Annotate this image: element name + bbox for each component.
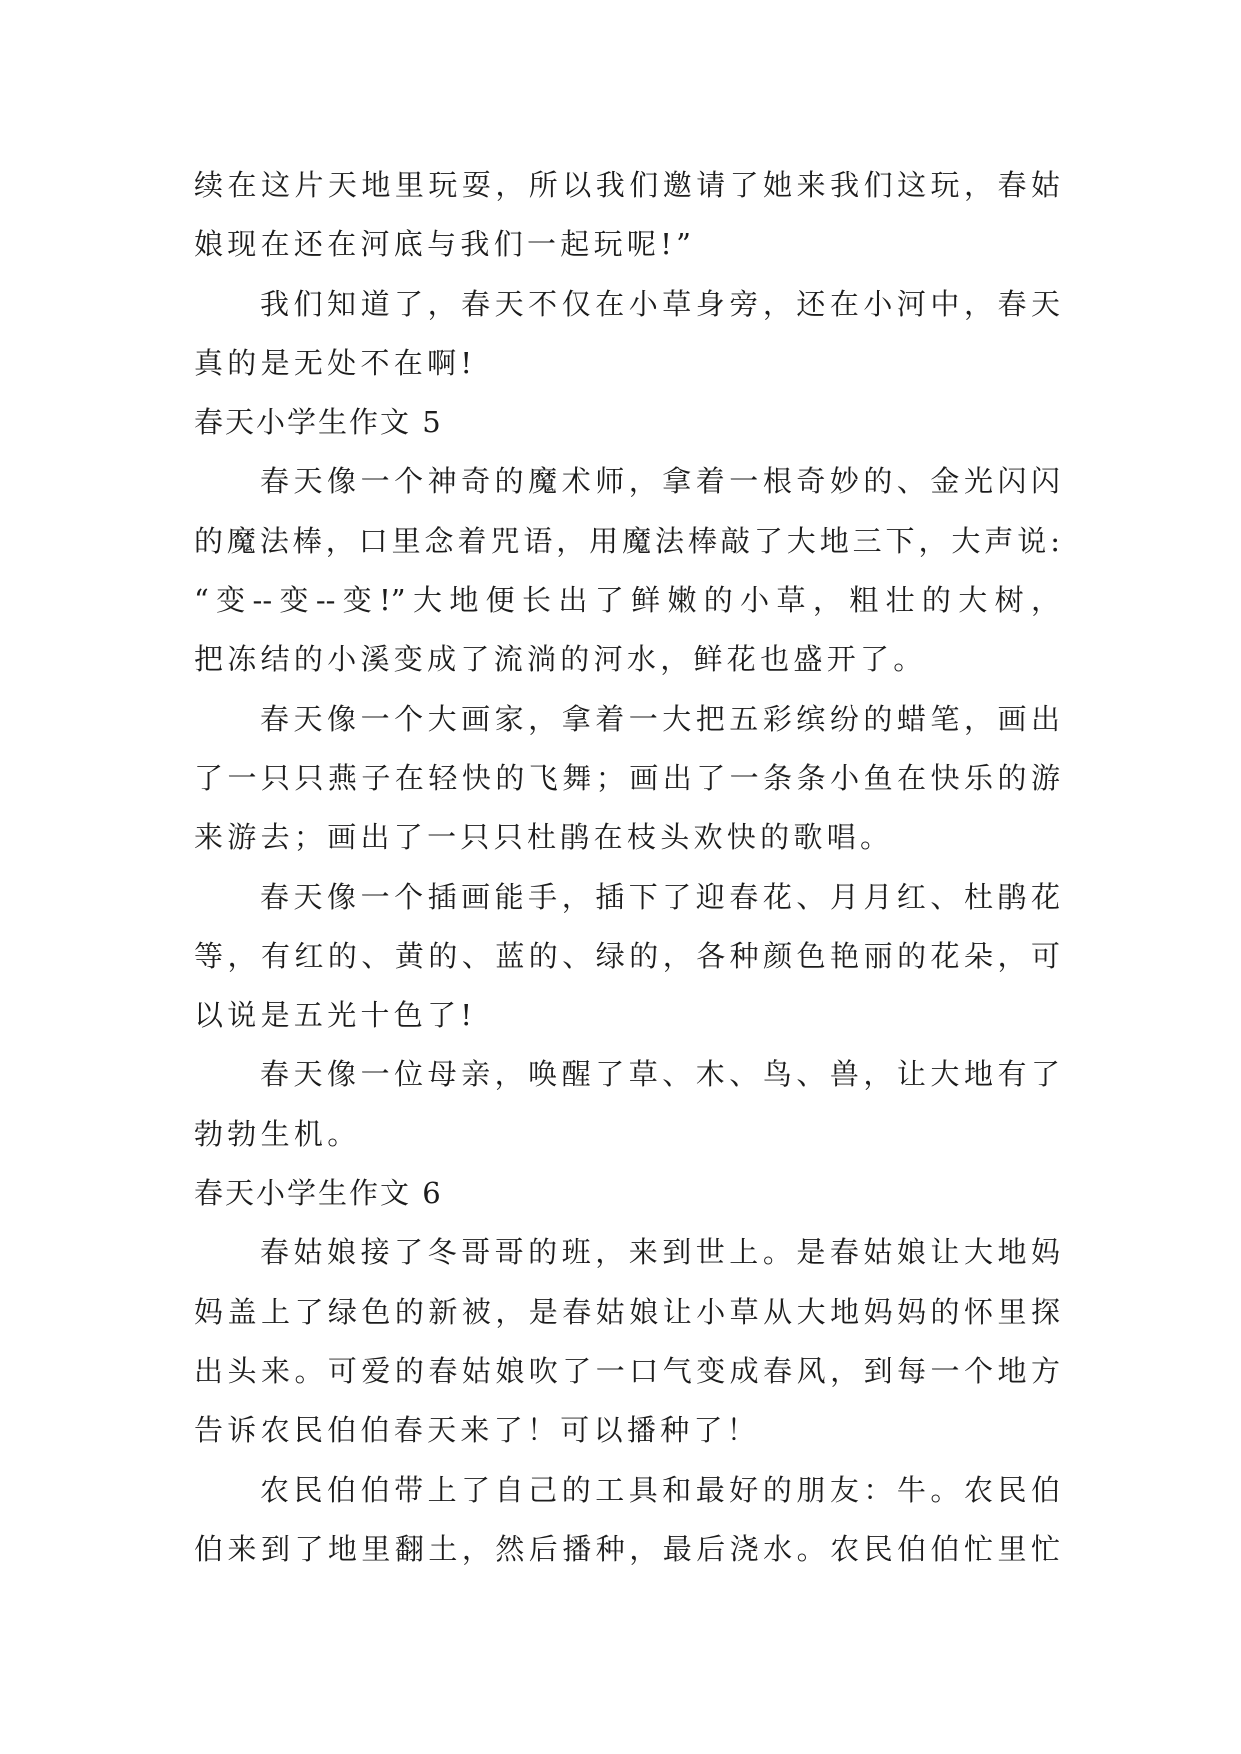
text-line: 续在这片天地里玩耍，所以我们邀请了她来我们这玩，春姑 [194,168,1060,202]
paragraph [194,1045,1060,1164]
paragraph [194,156,1060,275]
text-line: 了一只只燕子在轻快的飞舞；画出了一条条小鱼在快乐的游 [194,760,1060,795]
text-line: 伯来到了地里翻土，然后播种，最后浇水。农民伯伯忙里忙 [194,1531,1060,1566]
paragraph [194,690,1060,868]
essay-heading: 春天小学生作文 5 [194,405,443,440]
paragraph [194,275,1060,394]
text-line: 把冻结的小溪变成了流淌的河水，鲜花也盛开了。 [194,642,927,677]
text-line: 等，有红的、黄的、蓝的、绿的，各种颜色艳丽的花朵，可 [194,938,1060,973]
text-line: 春天像一个大画家，拿着一大把五彩缤纷的蜡笔，画出 [260,701,1060,736]
text-line: 我们知道了，春天不仅在小草身旁，还在小河中，春天 [260,286,1060,321]
text-line: 春天像一个插画能手，插下了迎春花、月月红、杜鹃花 [260,879,1060,914]
previous-essay-ending [194,156,1060,393]
text-line: 春天像一个神奇的魔术师，拿着一根奇妙的、金光闪闪 [260,464,1060,499]
text-line: 以说是五光十色了! [194,998,477,1033]
text-line: 春姑娘接了冬哥哥的班，来到世上。是春姑娘让大地妈 [260,1235,1060,1270]
document-body [194,156,1060,1579]
text-line: 告诉农民伯伯春天来了！可以播种了！ [194,1413,761,1448]
paragraph [194,1461,1060,1580]
essay-heading: 春天小学生作文 6 [194,1176,443,1211]
paragraph [194,452,1060,689]
text-line: “变--变--变!”大地便长出了鲜嫩的小草，粗壮的大树， [194,583,1060,618]
paragraph [194,1223,1060,1460]
text-line: 妈盖上了绿色的新被，是春姑娘让小草从大地妈妈的怀里探 [194,1294,1060,1329]
text-line: 的魔法棒，口里念着咒语，用魔法棒敲了大地三下，大声说: [194,523,1060,558]
essay-5 [194,393,1060,1164]
text-line: 勃勃生机。 [194,1116,361,1151]
text-line: 春天像一位母亲，唤醒了草、木、鸟、兽，让大地有了 [260,1057,1060,1092]
paragraph [194,868,1060,1046]
text-line: 真的是无处不在啊! [194,345,477,380]
text-line: 娘现在还在河底与我们一起玩呢!” [194,227,696,262]
text-line: 来游去；画出了一只只杜鹃在枝头欢快的歌唱。 [194,820,894,855]
text-line: 农民伯伯带上了自己的工具和最好的朋友：牛。农民伯 [260,1472,1060,1507]
text-line: 出头来。可爱的春姑娘吹了一口气变成春风，到每一个地方 [194,1353,1060,1388]
essay-6 [194,1164,1060,1579]
